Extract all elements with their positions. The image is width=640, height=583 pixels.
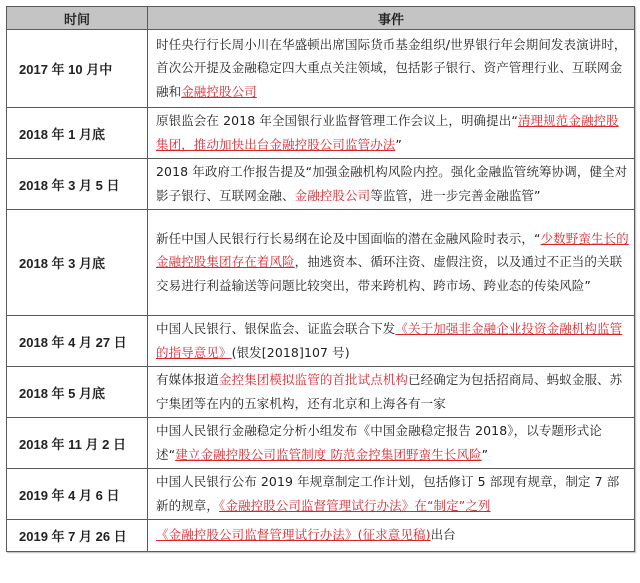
table-header-row <box>7 7 635 30</box>
table-row <box>7 418 635 469</box>
highlight-text: 金融控股公司 <box>294 187 371 203</box>
event-text: 有媒体报道 <box>156 372 220 387</box>
table-body <box>7 30 635 552</box>
event-text: 中国人民银行公布 2019 年规章制定工作计划，包括修订 5 部现有规章，制定 7 部新的规章， <box>156 474 620 513</box>
highlight-underlined-text: 《金融控股公司监督管理试行办法》(征求意见稿) <box>156 527 431 543</box>
event-cell <box>148 210 635 316</box>
event-cell <box>148 469 635 520</box>
date-cell: 2019 年 4 月 6 日 <box>7 469 148 520</box>
event-cell <box>148 30 635 108</box>
event-text: (银发[2018]107 号) <box>231 344 350 360</box>
timeline-table <box>6 6 635 552</box>
table-row <box>7 30 635 108</box>
table-row <box>7 159 635 210</box>
event-text: 新任中国人民银行行长易纲在论及中国面临的潜在金融风险时表示，“ <box>156 230 541 246</box>
event-text: 中国人民银行、银保监会、证监会联合下发 <box>156 321 396 336</box>
date-cell: 2017 年 10 月中 <box>7 30 148 108</box>
event-text: ” <box>395 136 402 152</box>
event-cell <box>148 316 635 367</box>
highlight-underlined-text: 清理规范金融控股集团，推动加快出台金融控股公司监管办法 <box>156 113 619 152</box>
highlight-underlined-text: 金融控股公司 <box>181 83 257 99</box>
highlight-underlined-text: 建立金融控股公司监管制度 防范金控集团野蛮生长风险 <box>175 446 482 462</box>
event-text: 出台 <box>430 527 456 543</box>
highlight-underlined-text: 《关于加强非金融企业投资金融机构监管的指导意见》 <box>156 321 623 360</box>
date-cell: 2018 年 11 月 2 日 <box>7 418 148 469</box>
table-row <box>7 520 635 552</box>
event-text: 等监管，进一步完善金融监管” <box>370 187 541 203</box>
highlight-underlined-text: 《金融控股公司监督管理试行办法》在“制定”之列 <box>219 497 491 513</box>
event-cell <box>148 418 635 469</box>
table-row <box>7 210 635 316</box>
event-cell <box>148 367 635 418</box>
date-cell: 2018 年 3 月底 <box>7 210 148 316</box>
date-cell: 2019 年 7 月 26 日 <box>7 520 148 552</box>
date-cell: 2018 年 3 月 5 日 <box>7 159 148 210</box>
event-cell <box>148 159 635 210</box>
event-text: 中国人民银行金融稳定分析小组发布《中国金融稳定报告 2018》，以专题形式论述“ <box>156 423 602 462</box>
table-row <box>7 469 635 520</box>
event-text: 原银监会在 2018 年全国银行业监督管理工作会议上，明确提出“ <box>156 113 518 128</box>
header-event: 事件 <box>148 7 635 30</box>
event-text: ，抽逃资本、循环注资、虚假注资，以及通过不正当的关联交易进行利益输送等问题比较突出，带来跨机构、跨市场、跨业态的传染风险” <box>156 254 623 293</box>
event-text: 2018 年政府工作报告提及“加强金融机构风险内控。强化金融监管统筹协调，健全对影子银行、互联网金融、 <box>156 164 628 203</box>
date-cell: 2018 年 4 月 27 日 <box>7 316 148 367</box>
event-text: 已经确定为包括招商局、蚂蚁金服、苏宁集团等在内的五家机构，还有北京和上海各有一家 <box>156 372 623 411</box>
event-text: ” <box>481 446 489 462</box>
date-cell: 2018 年 1 月底 <box>7 108 148 159</box>
highlight-underlined-text: 少数野蛮生长的金融控股集团存在着风险 <box>156 230 629 270</box>
event-cell <box>148 520 635 552</box>
event-text: 时任央行行长周小川在华盛顿出席国际货币基金组织/世界银行年会期间发表演讲时，首次公开提及金融稳定四大重点关注领域，包括影子银行、资产管理行业、互联网金融和 <box>156 36 627 99</box>
highlight-text: 金控集团模拟监管的首批试点机构 <box>219 372 409 387</box>
date-cell: 2018 年 5 月底 <box>7 367 148 418</box>
table-row <box>7 108 635 159</box>
table-row <box>7 367 635 418</box>
header-time: 时间 <box>7 7 148 30</box>
table-row <box>7 316 635 367</box>
event-cell <box>148 108 635 159</box>
